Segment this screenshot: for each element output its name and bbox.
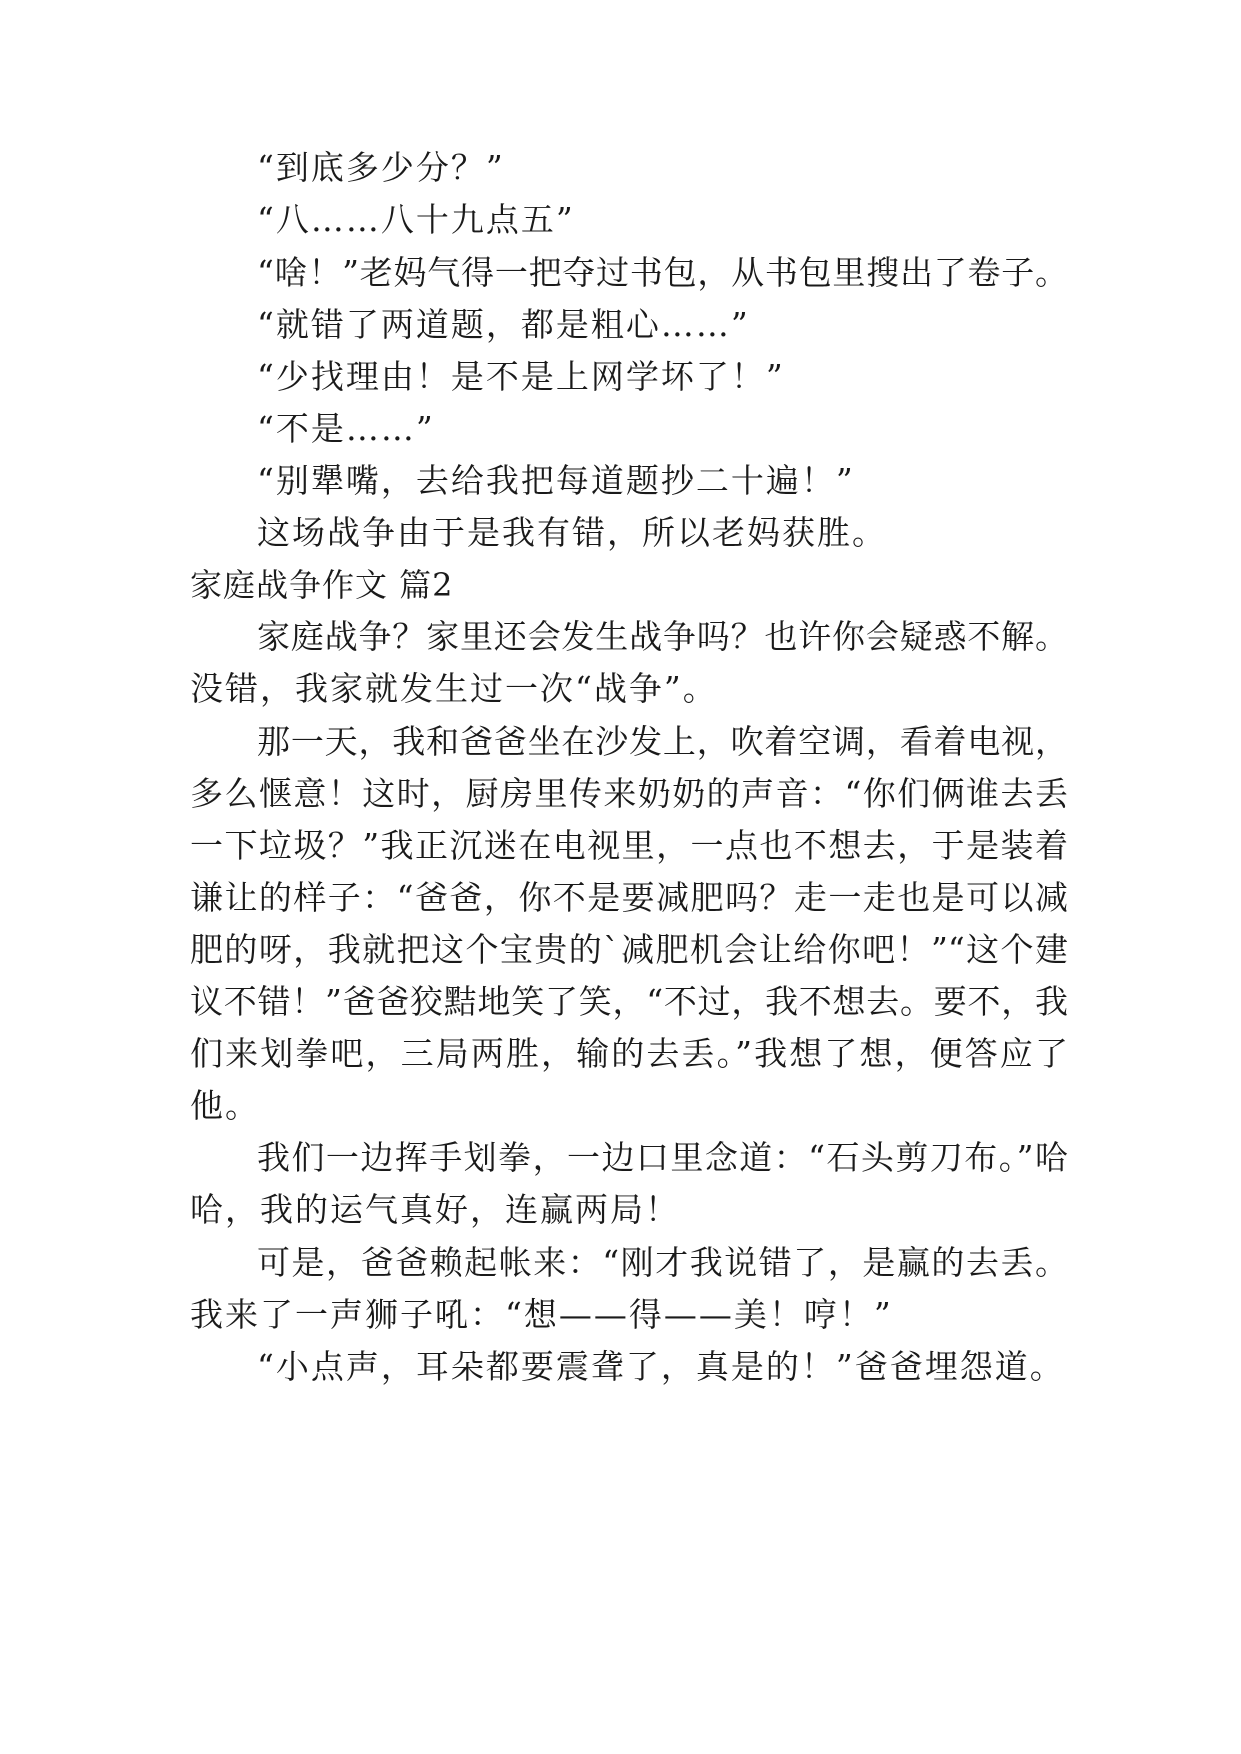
dialogue-line: “别犟嘴，去给我把每道题抄二十遍！”	[257, 461, 855, 500]
paragraph-line: 那一天，我和爸爸坐在沙发上，吹着空调，看着电视，	[257, 722, 1068, 761]
paragraph-line: 这场战争由于是我有错，所以老妈获胜。	[257, 513, 887, 552]
paragraph-line: 我们一边挥手划拳，一边口里念道：“石头剪刀布。”哈	[257, 1138, 1068, 1177]
paragraph-line: 我来了一声狮子吼：“想——得——美！哼！”	[190, 1295, 893, 1334]
section-heading: 家庭战争作文 篇2	[190, 566, 454, 604]
paragraph-line: 家庭战争？家里还会发生战争吗？也许你会疑惑不解。	[257, 617, 1068, 656]
paragraph-line: 多么惬意！这时，厨房里传来奶奶的声音：“你们俩谁去丢	[190, 774, 1068, 813]
dialogue-line: “八……八十九点五”	[257, 200, 575, 239]
paragraph-line: 一下垃圾？”我正沉迷在电视里，一点也不想去，于是装着	[190, 826, 1068, 865]
paragraph-line: 肥的呀，我就把这个宝贵的`减肥机会让给你吧！”“这个建	[190, 930, 1068, 969]
dialogue-line: “就错了两道题，都是粗心……”	[257, 305, 750, 344]
dialogue-line: “到底多少分？”	[257, 148, 505, 187]
dialogue-line: “啥！”老妈气得一把夺过书包，从书包里搜出了卷子。	[257, 253, 1068, 292]
paragraph-line: 他。	[190, 1086, 260, 1125]
dialogue-line: “少找理由！是不是上网学坏了！”	[257, 357, 785, 396]
dialogue-line: “不是……”	[257, 409, 435, 448]
paragraph-line: 们来划拳吧，三局两胜，输的去丢。”我想了想，便答应了	[190, 1034, 1068, 1073]
paragraph-line: 没错，我家就发生过一次“战争”。	[190, 669, 718, 708]
paragraph-line: 议不错！”爸爸狡黠地笑了笑，“不过，我不想去。要不，我	[190, 982, 1068, 1021]
paragraph-line: 谦让的样子：“爸爸，你不是要减肥吗？走一走也是可以减	[190, 878, 1068, 917]
dialogue-line: “小点声，耳朵都要震聋了，真是的！”爸爸埋怨道。	[257, 1347, 1065, 1386]
paragraph-line: 可是，爸爸赖起帐来：“刚才我说错了，是赢的去丢。	[257, 1243, 1068, 1282]
paragraph-line: 哈，我的运气真好，连赢两局！	[190, 1190, 680, 1229]
